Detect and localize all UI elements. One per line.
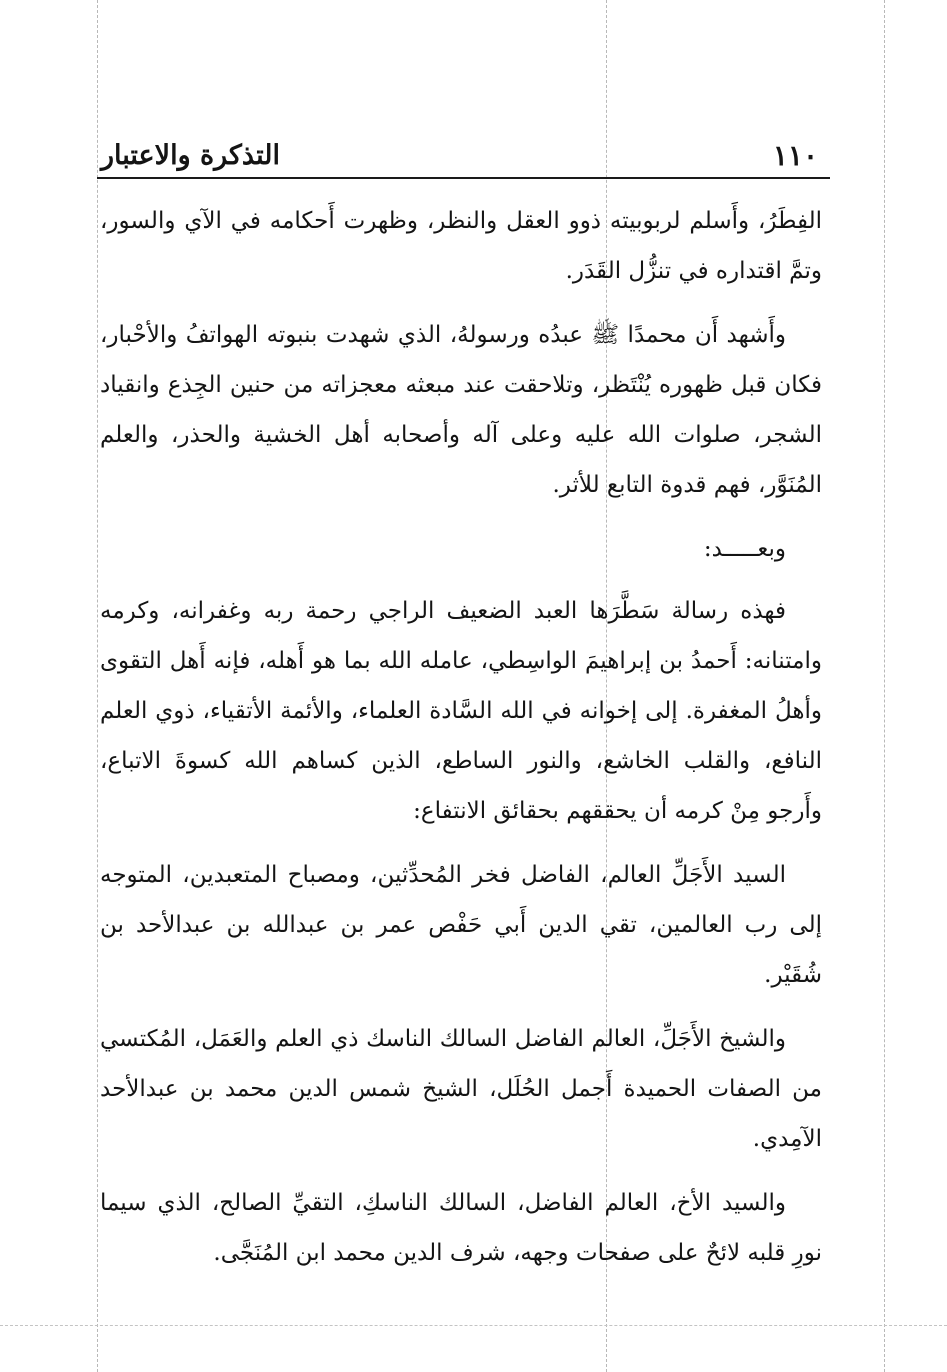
paragraph-shahada: وأَشهد أَن محمدًا ﷺ عبدُه ورسولهُ، الذي شهدت بنبوته الهواتفُ والأحْبار، فكان قبل ظهوره يُنْتَظر، وتلاحقت عند مبعثه معجزاته من حنين الجِذع وانقياد الشجر، صلوات الله عليه وعلى آله وأصحابه أهل الخشية والحذر، والعلم المُنَوَّر، فهم قدوة التابع للأثر. (100, 322, 822, 498)
paragraph-recipient-3: والسيد الأخ، العالم الفاضل، السالك الناسكِ، التقيِّ الصالح، الذي سيما نورِ قلبه لائحٌ على صفحات وجهه، شرف الدين محمد ابن المُنَجَّى. (100, 1190, 822, 1266)
paragraph-recipient-1: السيد الأَجَلِّ العالم، الفاضل فخر المُحدِّثين، ومصباح المتعبدين، المتوجه إلى رب العالمين، تقي الدين أَبي حَفْص عمر بن عبدالله بن عبدالأحد بن شُقَيْر. (100, 862, 822, 988)
running-title: التذكرة والاعتبار (101, 140, 280, 171)
page-number: ١١٠ (772, 139, 818, 172)
paragraph-ba3d: وبعـــــد: (703, 536, 786, 562)
paragraph-risala: فهذه رسالة سَطَّرَها العبد الضعيف الراجي رحمة ربه وغفرانه، وكرمه وامتنانه: أَحمدُ بن إبراهيمَ الواسِطي، عامله الله بما هو أَهله، فإنه أَهل التقوى وأهلُ المغفرة. إلى إخوانه في الله السَّادة العلماء، والأئمة الأتقياء، ذوي العلم النافع، والقلب الخاشع، والنور الساطع، الذين كساهم الله كسوةَ الاتباع، وأَرجو مِنْ كرمه أن يحققهم بحقائق الانتفاع: (100, 598, 822, 824)
header-rule (97, 177, 830, 179)
margin-guide-right (884, 0, 885, 1372)
margin-guide-left (97, 0, 98, 1372)
page-header (97, 136, 830, 176)
body-text (100, 196, 822, 1292)
margin-guide-bottom (0, 1325, 947, 1326)
paragraph-recipient-2: والشيخ الأَجَلِّ، العالم الفاضل السالك الناسك ذي العلم والعَمَل، المُكتسي من الصفات الحميدة أَجمل الحُلَل، الشيخ شمس الدين محمد بن عبدالأحد الآمِدي. (100, 1026, 822, 1152)
paragraph-continuation: الفِطَرُ، وأَسلم لربوبيته ذوو العقل والنظر، وظهرت أَحكامه في الآي والسور، وتمَّ اقتداره في تنزُّل القَدَر. (100, 208, 822, 284)
